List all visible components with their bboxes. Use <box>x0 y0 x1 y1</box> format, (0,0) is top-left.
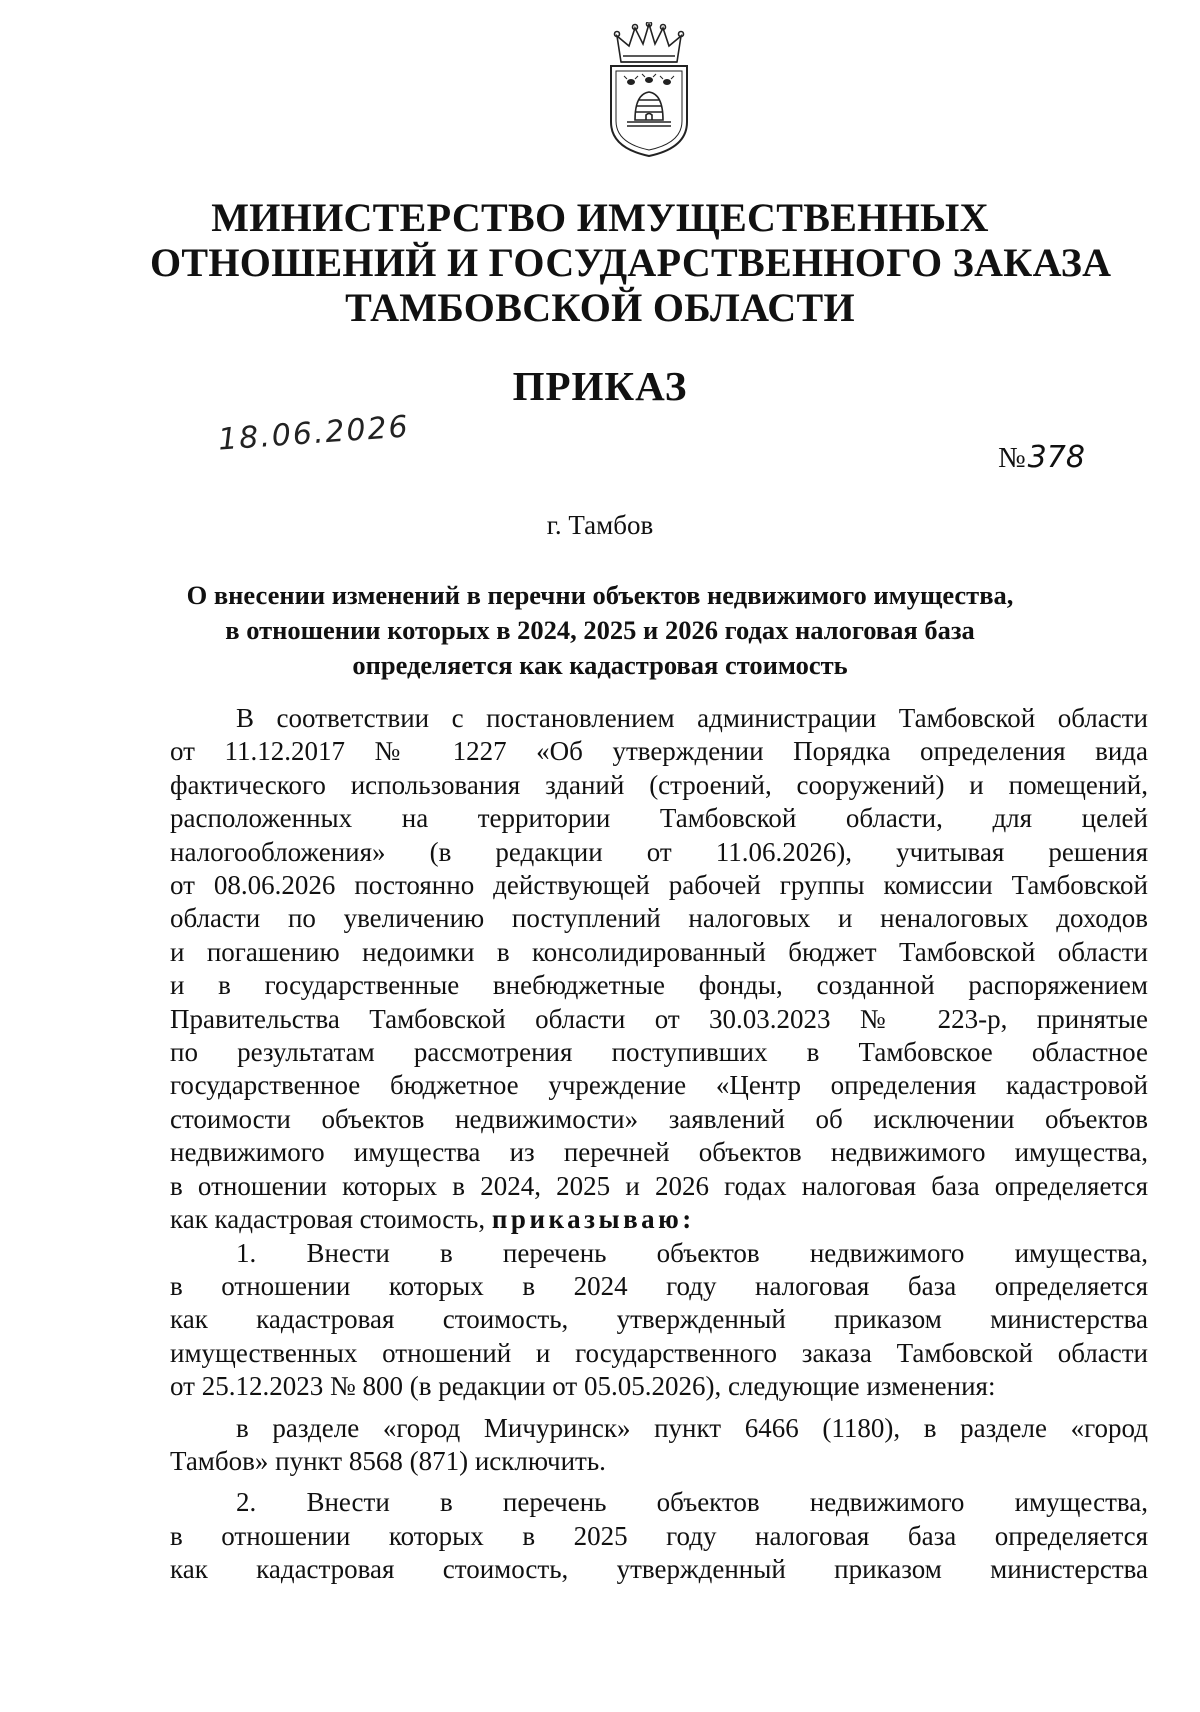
ministry-name-line: ТАМБОВСКОЙ ОБЛАСТИ <box>345 285 855 330</box>
order-body <box>170 702 1148 1587</box>
body-line: в отношении которых в 2024, 2025 и 2026 годах налоговая база определяется <box>170 1170 1148 1201</box>
order-keyword: приказываю <box>491 1204 683 1235</box>
number-sign: № <box>998 442 1026 474</box>
item-2-line: в отношении которых в 2025 году налоговая база определяется <box>170 1520 1148 1551</box>
body-line: и в государственные внебюджетные фонды, созданной распоряжением <box>170 970 1148 1001</box>
subject-line: в отношении которых в 2024, 2025 и 2026 годах налоговая база <box>225 615 975 645</box>
order-colon: : <box>682 1204 692 1235</box>
body-line: В соответствии с постановлением администрации Тамбовской области <box>236 703 1148 733</box>
ministry-name-line: МИНИСТЕРСТВО ИМУЩЕСТВЕННЫХ <box>211 195 989 240</box>
subject-line: О внесении изменений в перечни объектов недвижимого имущества, <box>186 580 1014 610</box>
body-line: от 11.12.2017 № 1227 «Об утверждении Порядка определения вида <box>170 736 1148 767</box>
coat-of-arms-icon <box>599 22 699 160</box>
document-type-title: ПРИКАЗ <box>512 363 688 409</box>
body-line: фактического использования зданий (строений, сооружений) и помещений, <box>170 769 1148 800</box>
handwritten-date: 18.06.2026 <box>217 409 411 458</box>
coat-of-arms-emblem <box>599 22 699 160</box>
handwritten-number: 378 <box>1027 440 1085 475</box>
item-1-line: имущественных отношений и государственного заказа Тамбовской области <box>170 1337 1148 1368</box>
item-1-line: в отношении которых в 2024 году налоговая база определяется <box>170 1270 1148 1301</box>
document-number <box>998 440 1085 475</box>
body-line-order <box>170 1203 1148 1236</box>
body-line: Правительства Тамбовской области от 30.03.2023 № 223-р, принятые <box>170 1003 1148 1034</box>
ministry-name <box>150 195 1112 330</box>
item-1-line: от 25.12.2023 № 800 (в редакции от 05.05.2026), следующие изменения: <box>170 1371 996 1402</box>
body-line: по результатам рассмотрения поступивших в Тамбовское областное <box>170 1037 1148 1068</box>
item-1-change-line: в разделе «город Мичуринск» пункт 6466 (1180), в разделе «город <box>236 1412 1148 1443</box>
body-line: области по увеличению поступлений налоговых и неналоговых доходов <box>170 903 1148 934</box>
order-subject <box>160 578 1040 683</box>
item-2-line: как кадастровая стоимость, утвержденный приказом министерства <box>170 1554 1148 1585</box>
body-line: расположенных на территории Тамбовской области, для целей <box>170 803 1148 834</box>
body-line: и погашению недоимки в консолидированный бюджет Тамбовской области <box>170 936 1148 967</box>
body-line: стоимости объектов недвижимости» заявлений об исключении объектов <box>170 1103 1148 1134</box>
city-name: г. Тамбов <box>546 510 654 540</box>
item-1-line: как кадастровая стоимость, утвержденный приказом министерства <box>170 1304 1148 1335</box>
body-line: государственное бюджетное учреждение «Центр определения кадастровой <box>170 1070 1148 1101</box>
body-line: от 08.06.2026 постоянно действующей рабочей группы комиссии Тамбовской <box>170 870 1148 901</box>
item-1-line: 1. Внести в перечень объектов недвижимого имущества, <box>236 1237 1148 1268</box>
body-line-text: как кадастровая стоимость, <box>170 1204 486 1235</box>
ministry-name-line: ОТНОШЕНИЙ И ГОСУДАРСТВЕННОГО ЗАКАЗА <box>150 240 1112 285</box>
subject-line: определяется как кадастровая стоимость <box>352 650 848 680</box>
item-2-line: 2. Внести в перечень объектов недвижимого имущества, <box>236 1487 1148 1518</box>
body-line: недвижимого имущества из перечней объектов недвижимого имущества, <box>170 1137 1148 1168</box>
body-line: налогообложения» (в редакции от 11.06.2026), учитывая решения <box>170 836 1148 867</box>
item-1-change-line: Тамбов» пункт 8568 (871) исключить. <box>170 1445 606 1476</box>
